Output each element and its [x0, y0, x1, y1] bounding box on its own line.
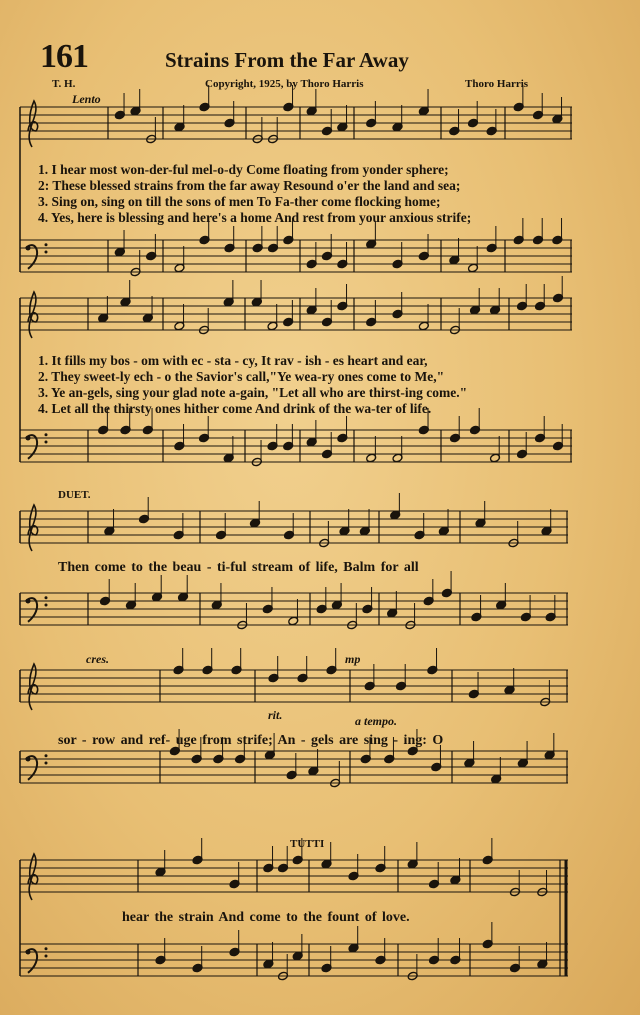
final-bass-staff	[20, 944, 568, 976]
duet-bass-0	[20, 593, 568, 625]
a-tempo-marking: a tempo.	[355, 714, 397, 728]
verse2-line4: 4. Let all the thirsty ones hither come And drink of the wa-ter of life.	[38, 401, 432, 416]
hymn-number: 161	[40, 38, 88, 75]
refrain-line3: hear the strain And come to the fount of love.	[122, 910, 410, 925]
refrain-line1: Then come to the beau - ti-ful stream of life, Balm for all	[58, 560, 419, 575]
refrain-line2: sor - row and ref- uge from strife; An - gels are sing - ing: O	[58, 733, 444, 748]
duet-treble-1	[20, 670, 568, 702]
rit-marking: rit.	[268, 708, 283, 722]
bass-staff-1	[20, 430, 572, 462]
verse1-line2: 2: These blessed strains from the far away Resound o'er the land and sea;	[38, 178, 461, 193]
tutti-label: TUTTI	[290, 838, 325, 850]
copyright-line: Copyright, 1925, by Thoro Harris	[205, 78, 364, 90]
verse1-line3: 3. Sing on, sing on till the sons of men To Fa-ther come flocking home;	[38, 194, 441, 209]
final-treble-staff	[20, 860, 568, 892]
author-initials: T. H.	[52, 78, 76, 90]
mp-marking: mp	[345, 652, 361, 666]
verse1-line4: 4. Yes, here is blessing and here's a home And rest from your anxious strife;	[38, 210, 472, 225]
verse1-line1: 1. I hear most won-der-ful mel-o-dy Come floating from yonder sphere;	[38, 162, 449, 177]
verse2-line1: 1. It fills my bos - om with ec - sta - cy, It rav - ish - es heart and ear,	[38, 353, 428, 368]
verse2-line2: 2. They sweet-ly ech - o the Savior's call,"Ye wea-ry ones come to Me,"	[38, 369, 445, 384]
hymn-title: Strains From the Far Away	[165, 48, 409, 72]
duet-label: DUET.	[58, 489, 91, 501]
composer-credit: Thoro Harris	[465, 78, 529, 90]
duet-treble-0	[20, 511, 568, 543]
verse2-line3: 3. Ye an-gels, sing your glad note a-gain, "Let all who are thirst-ing come."	[38, 385, 468, 400]
tempo-marking: Lento	[72, 92, 101, 106]
cres-marking: cres.	[86, 652, 109, 666]
